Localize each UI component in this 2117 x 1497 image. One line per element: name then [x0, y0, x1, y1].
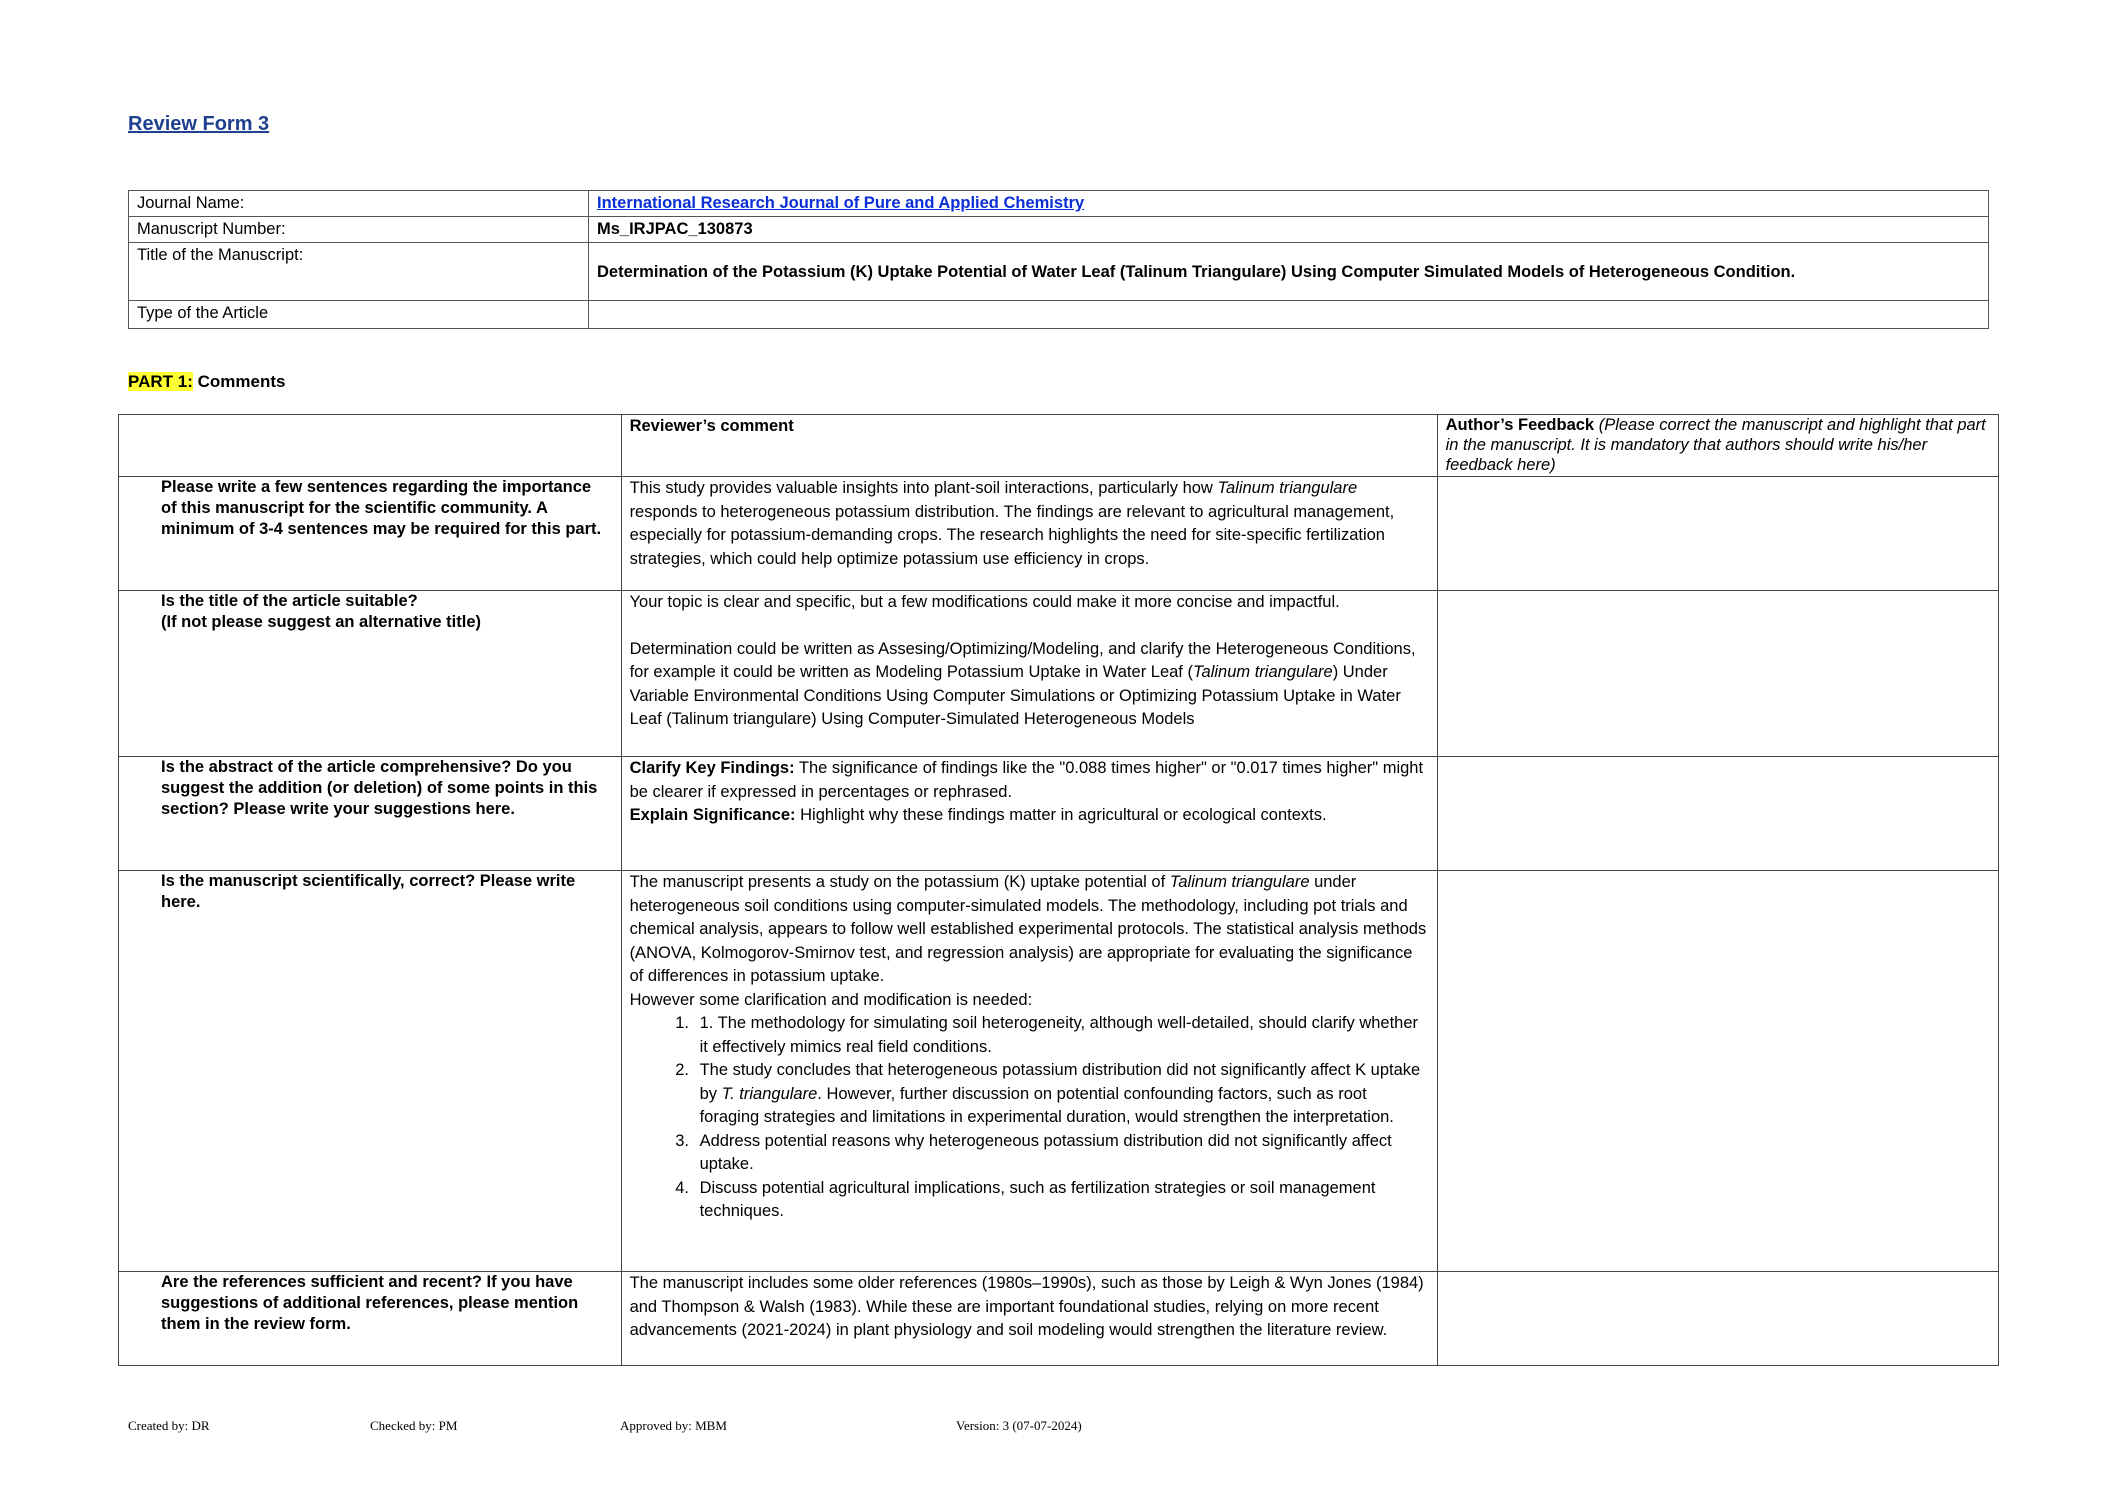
form-title: Review Form 3: [128, 113, 270, 135]
comments-table: [118, 414, 1999, 1366]
author-feedback-cell[interactable]: [1437, 591, 1998, 757]
comments-header-row: [119, 415, 1999, 477]
question-importance: Please write a few sentences regarding the importance of this manuscript for the scientific community. A minimum of 3-4 sentences may be required for this part.: [119, 477, 622, 591]
manuscript-title-label: Title of the Manuscript:: [129, 243, 589, 301]
author-feedback-instructions: (Please correct the manuscript and highlight that part in the manuscript. It is mandatory that authors should write his/her feedback here): [1445, 416, 1986, 474]
journal-label: Journal Name:: [129, 191, 589, 217]
comment-paragraph: [630, 804, 1429, 828]
comment-references: The manuscript includes some older references (1980s–1990s), such as those by Leigh & Wyn Jones (1984) and Thompson & Walsh (1983). While these are important foundational studies, relying on more recent advancements (2021-2024) in plant physiology and soil modeling would strengthen the literature review.: [621, 1272, 1437, 1366]
reviewer-comment-header: Reviewer’s comment: [629, 417, 794, 435]
suggestion-list: [630, 1012, 1429, 1224]
comment-text: This study provides valuable insights into plant-soil interactions, particularly how: [629, 479, 1218, 497]
journal-link[interactable]: International Research Journal of Pure and Applied Chemistry: [597, 194, 1085, 212]
author-feedback-cell[interactable]: [1437, 1272, 1998, 1366]
species-name: Talinum triangulare: [1217, 479, 1358, 497]
manuscript-number-row: [129, 217, 1989, 243]
comment-row-references: [119, 1272, 1999, 1366]
author-feedback-cell[interactable]: [1437, 477, 1998, 591]
manuscript-title-row: [129, 243, 1989, 301]
comment-text: under heterogeneous soil conditions using computer-simulated models. The methodology, including pot trials and chemical analysis, appears to follow well established experimental protocols. The statistical analysis methods (ANOVA, Kolmogorov-Smirnov test, and regression analysis) are appropriate for evaluating the significance of differences in potassium uptake.: [629, 873, 1427, 985]
header-question-cell: [119, 415, 622, 477]
part1-label: PART 1:: [128, 372, 193, 391]
comment-text: Determination could be written as Assesing/Optimizing/Modeling, and clarify the Heterogeneous Conditions, for example it could be written as Modeling Potassium Uptake in Water Leaf (: [629, 639, 1416, 681]
question-abstract: Is the abstract of the article comprehensive? Do you suggest the addition (or deletion) of some points in this section? Please write your suggestions here.: [119, 757, 622, 871]
comment-row-abstract: [119, 757, 1999, 871]
article-type-row: [129, 301, 1989, 329]
question-line: Is the title of the article suitable?: [161, 592, 418, 610]
comment-item-heading: Clarify Key Findings:: [629, 759, 795, 777]
question-scientific: Is the manuscript scientifically, correct? Please write here.: [119, 871, 622, 1272]
species-name: T. triangulare: [721, 1084, 818, 1103]
comment-item-heading: Explain Significance:: [629, 806, 796, 824]
manuscript-number-value: Ms_IRJPAC_130873: [589, 217, 1989, 243]
footer-checked-by: Checked by: PM: [370, 1418, 458, 1433]
footer-created-by: Created by: DR: [128, 1418, 210, 1433]
comment-text: . However, further discussion on potential confounding factors, such as root foraging strategies and limitations in experimental duration, would strengthen the interpretation.: [699, 1084, 1394, 1126]
comment-text: responds to heterogeneous potassium distribution. The findings are relevant to agricultural management, especially for potassium-demanding crops. The research highlights the need for site-specific fertilization strategies, which could help optimize potassium use efficiency in crops.: [629, 502, 1395, 568]
comment-abstract: [621, 757, 1437, 871]
article-type-label: Type of the Article: [129, 301, 589, 329]
journal-value-cell: [589, 191, 1989, 217]
comment-scientific: [621, 871, 1437, 1272]
manuscript-title-value: Determination of the Potassium (K) Uptake Potential of Water Leaf (Talinum Triangulare) Using Computer Simulated Models of Heterogeneous Condition.: [589, 243, 1989, 301]
comment-lead: However some clarification and modification is needed:: [629, 990, 1033, 1009]
suggestion-item: 4. Discuss potential agricultural implications, such as fertilization strategies or soil management techniques.: [694, 1177, 1429, 1224]
journal-row: [129, 191, 1989, 217]
comment-paragraph: Your topic is clear and specific, but a few modifications could make it more concise and impactful.: [629, 593, 1340, 611]
species-name: Talinum triangulare: [1192, 663, 1333, 681]
question-title: [119, 591, 622, 757]
comment-text: The manuscript presents a study on the potassium (K) uptake potential of: [629, 873, 1170, 891]
manuscript-info-table: [128, 190, 1989, 329]
comment-text: The significance of findings like the "0.088 times higher" or "0.017 times higher" might be clearer if expressed in percentages or rephrased.: [629, 759, 1424, 801]
manuscript-number-label: Manuscript Number:: [129, 217, 589, 243]
part1-title: Comments: [197, 372, 286, 391]
comment-title: [621, 591, 1437, 757]
question-line: (If not please suggest an alternative title): [161, 613, 481, 631]
comment-row-title: [119, 591, 1999, 757]
comment-text: The study concludes that heterogeneous potassium distribution did not significantly affect K uptake by: [699, 1061, 1421, 1103]
species-name: Talinum triangulare: [1169, 873, 1310, 891]
author-feedback-header: Author’s Feedback: [1445, 416, 1595, 434]
comment-importance: [621, 477, 1437, 591]
comment-row-scientific: [119, 871, 1999, 1272]
author-feedback-cell[interactable]: [1437, 871, 1998, 1272]
footer-approved-by: Approved by: MBM: [620, 1418, 727, 1433]
author-feedback-cell[interactable]: [1437, 757, 1998, 871]
comment-paragraph: [630, 638, 1429, 732]
article-type-value: [589, 301, 1989, 329]
comment-text: ) Under Variable Environmental Conditions Using Computer Simulations or Optimizing Potassium Uptake in Water Leaf (Talinum triangulare) Using Computer-Simulated Heterogeneous Models: [629, 663, 1401, 728]
question-references: Are the references sufficient and recent? If you have suggestions of additional references, please mention them in the review form.: [119, 1272, 622, 1366]
footer-version: Version: 3 (07-07-2024): [956, 1418, 1082, 1433]
comment-text: Highlight why these findings matter in agricultural or ecological contexts.: [795, 806, 1327, 824]
comment-paragraph: [630, 871, 1429, 989]
suggestion-item: 1. 1. The methodology for simulating soil heterogeneity, although well-detailed, should clarify whether it effectively mimics real field conditions.: [694, 1012, 1429, 1059]
suggestion-item: 3. Address potential reasons why heterogeneous potassium distribution did not significantly affect uptake.: [694, 1130, 1429, 1177]
comment-row-importance: [119, 477, 1999, 591]
comment-paragraph: [630, 757, 1429, 804]
header-author-cell: [1437, 415, 1998, 477]
header-reviewer-cell: [621, 415, 1437, 477]
suggestion-item: [694, 1059, 1429, 1130]
part1-heading: [128, 372, 285, 392]
